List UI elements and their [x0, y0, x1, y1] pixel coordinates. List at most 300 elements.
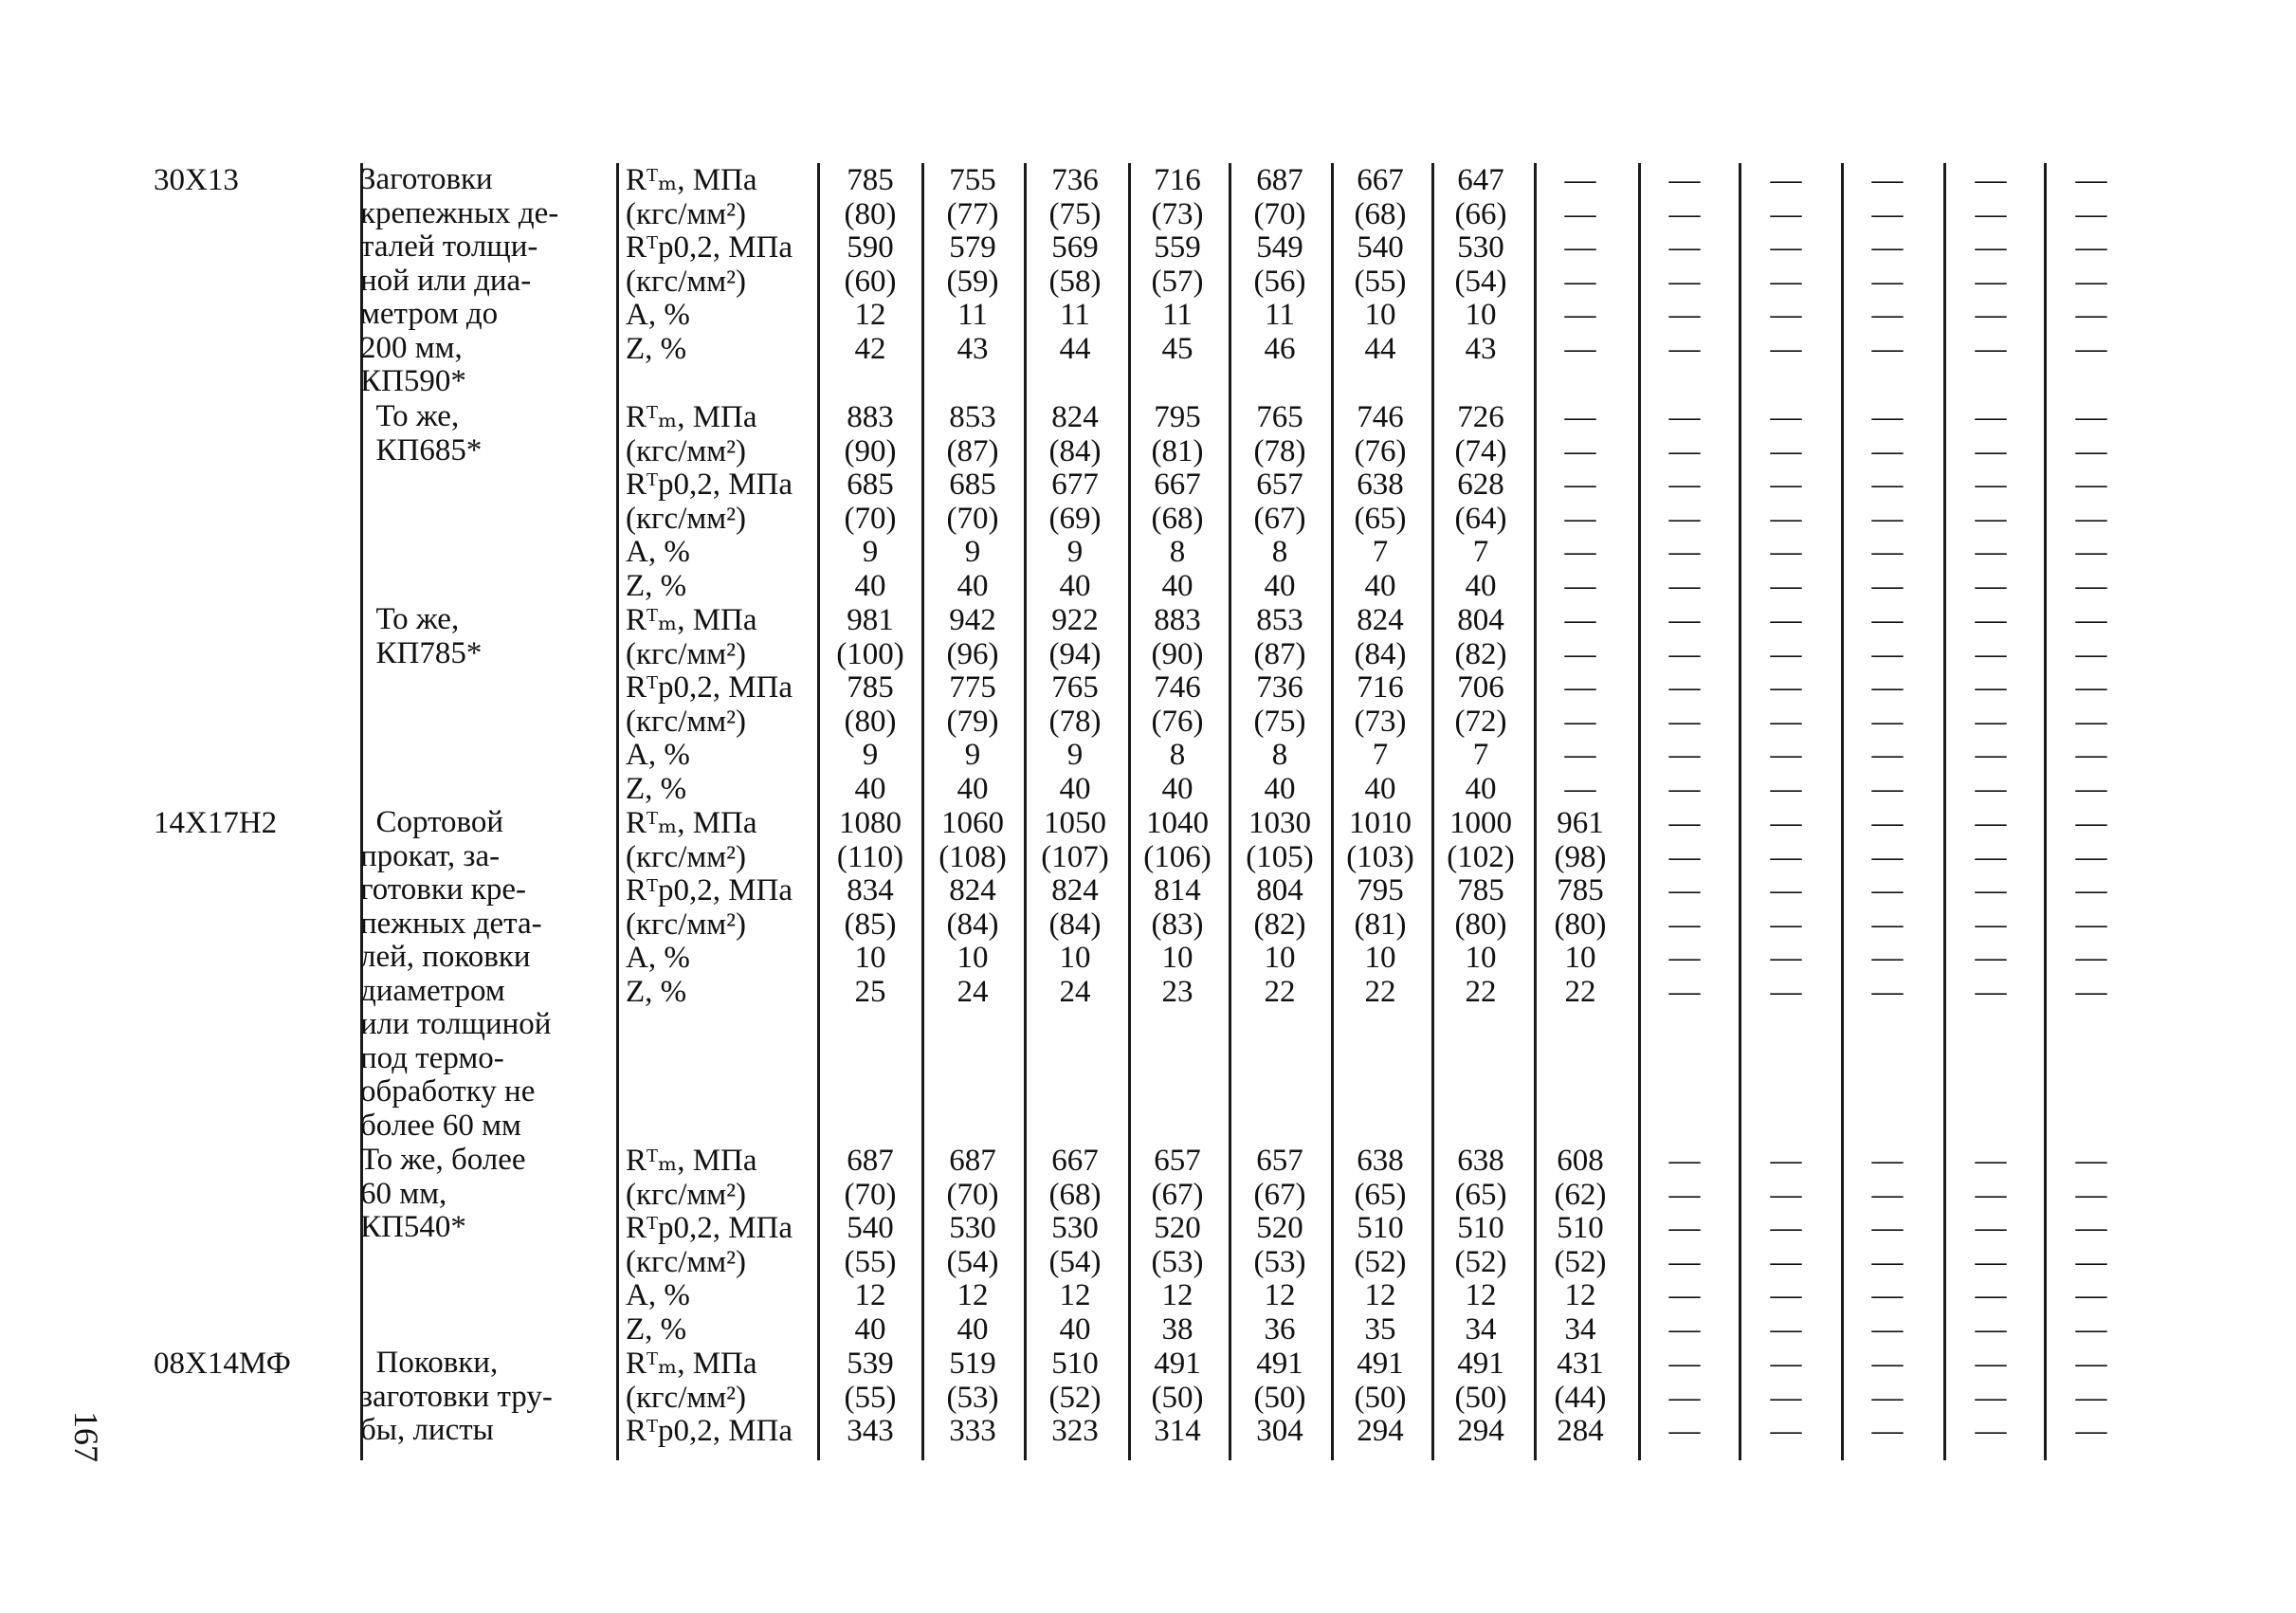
product-description-line: крепежных де- — [360, 195, 559, 230]
value-cell: — — [1770, 433, 1802, 468]
value-cell: 657 — [1256, 1144, 1303, 1178]
value-cell: 40 — [957, 1312, 989, 1347]
value-cell: (64) — [1454, 501, 1507, 536]
property-label: A, % — [626, 738, 690, 773]
value-cell: — — [1871, 1177, 1904, 1212]
value-cell: 11 — [957, 298, 988, 333]
value-cell: — — [1975, 230, 2007, 266]
property-label: A, % — [626, 298, 690, 333]
value-cell: — — [1668, 569, 1701, 603]
value-cell: (54) — [1454, 264, 1507, 299]
value-cell: — — [1668, 873, 1701, 908]
value-cell: 10 — [1264, 941, 1296, 976]
product-description-line: талей толщи- — [360, 229, 538, 264]
value-cell: (68) — [1048, 1177, 1102, 1212]
value-cell: 530 — [1051, 1211, 1099, 1246]
value-cell: 12 — [1264, 1278, 1296, 1313]
property-label: (кгс/мм²) — [626, 433, 747, 468]
value-cell: (87) — [946, 433, 999, 468]
value-cell: (80) — [1554, 907, 1607, 942]
value-cell: — — [1975, 1414, 2007, 1449]
value-cell: — — [1564, 569, 1596, 603]
property-label: Rᵀp0,2, МПа — [626, 873, 793, 908]
value-cell: 34 — [1465, 1312, 1497, 1347]
value-cell: — — [1975, 1144, 2007, 1178]
product-description-line: То же, более — [360, 1143, 526, 1177]
value-cell: 46 — [1264, 332, 1296, 366]
value-cell: — — [1668, 941, 1701, 976]
property-label: Rᵀₘ, МПа — [626, 163, 757, 197]
value-cell: 10 — [1564, 941, 1596, 976]
value-cell: — — [1975, 400, 2007, 434]
value-cell: 40 — [1161, 569, 1194, 603]
value-cell: — — [2075, 433, 2107, 468]
value-cell: 10 — [957, 941, 989, 976]
product-description-line: бы, листы — [360, 1413, 494, 1447]
value-cell: 491 — [1154, 1347, 1201, 1381]
value-cell: 510 — [1457, 1211, 1504, 1246]
value-cell: — — [1975, 467, 2007, 503]
value-cell: — — [1975, 1177, 2007, 1212]
value-cell: 42 — [854, 332, 886, 366]
value-cell: 922 — [1051, 603, 1099, 637]
value-cell: — — [1564, 163, 1596, 197]
value-cell: 736 — [1256, 670, 1303, 706]
value-cell: 1000 — [1449, 806, 1512, 840]
property-label: Rᵀₘ, МПа — [626, 1347, 757, 1381]
value-cell: 883 — [1154, 603, 1201, 637]
value-cell: (83) — [1151, 907, 1204, 942]
value-cell: 540 — [847, 1211, 894, 1246]
property-label: Z, % — [626, 332, 687, 366]
value-cell: 40 — [1465, 772, 1497, 806]
product-description-line: пежных дета- — [360, 906, 542, 941]
value-cell: 834 — [847, 873, 894, 908]
value-cell: 765 — [1051, 670, 1099, 706]
value-cell: (58) — [1048, 264, 1102, 299]
value-cell: — — [1770, 975, 1802, 1009]
value-cell: — — [1770, 907, 1802, 942]
product-description-line: КП685* — [360, 432, 483, 467]
value-cell: 1080 — [839, 806, 902, 840]
value-cell: (96) — [946, 636, 999, 671]
product-description-line: ной или диа- — [360, 263, 532, 298]
value-cell: 491 — [1357, 1347, 1404, 1381]
value-cell: 12 — [957, 1278, 989, 1313]
value-cell: — — [1770, 501, 1802, 536]
steel-grade: 08Х14МФ — [154, 1347, 291, 1381]
value-cell: (75) — [1253, 704, 1306, 739]
value-cell: 638 — [1357, 1144, 1404, 1178]
value-cell: — — [1668, 907, 1701, 942]
value-cell: 824 — [1051, 400, 1099, 434]
value-cell: — — [1564, 467, 1596, 503]
property-label: (кгс/мм²) — [626, 501, 747, 536]
value-cell: (52) — [1354, 1244, 1407, 1279]
value-cell: — — [1975, 1211, 2007, 1246]
value-cell: (50) — [1253, 1380, 1306, 1415]
value-cell: — — [1770, 1278, 1802, 1313]
value-cell: (105) — [1246, 839, 1314, 874]
value-cell: — — [1564, 738, 1596, 773]
value-cell: 590 — [847, 230, 894, 266]
property-label: Rᵀp0,2, МПа — [626, 467, 793, 503]
value-cell: 746 — [1154, 670, 1201, 706]
value-cell: — — [1871, 569, 1904, 603]
value-cell: 40 — [957, 772, 989, 806]
value-cell: (67) — [1253, 1177, 1306, 1212]
value-cell: — — [1975, 535, 2007, 570]
steel-grade: 14Х17Н2 — [154, 806, 278, 840]
value-cell: 785 — [1457, 873, 1504, 908]
value-cell: 853 — [1256, 603, 1303, 637]
value-cell: (68) — [1151, 501, 1204, 536]
product-description-line: 60 мм, — [360, 1176, 447, 1211]
value-cell: — — [2075, 298, 2107, 333]
value-cell: (52) — [1048, 1380, 1102, 1415]
value-cell: — — [2075, 163, 2107, 197]
value-cell: 530 — [1457, 230, 1504, 266]
value-cell: 40 — [1059, 569, 1091, 603]
value-cell: (68) — [1354, 196, 1407, 231]
value-cell: — — [1871, 230, 1904, 266]
value-cell: — — [1564, 196, 1596, 231]
value-cell: (55) — [844, 1380, 897, 1415]
value-cell: 12 — [1161, 1278, 1194, 1313]
value-cell: (106) — [1143, 839, 1212, 874]
value-cell: 10 — [854, 941, 886, 976]
value-cell: — — [1871, 670, 1904, 706]
value-cell: — — [1564, 298, 1596, 333]
value-cell: — — [1770, 1144, 1802, 1178]
value-cell: — — [1770, 636, 1802, 671]
value-cell: 755 — [949, 163, 996, 197]
value-cell: — — [1770, 196, 1802, 231]
value-cell: — — [2075, 1177, 2107, 1212]
value-cell: 716 — [1154, 163, 1201, 197]
value-cell: 40 — [854, 569, 886, 603]
value-cell: — — [2075, 1211, 2107, 1246]
property-label: Z, % — [626, 975, 687, 1009]
value-cell: — — [1564, 501, 1596, 536]
value-cell: (103) — [1346, 839, 1414, 874]
value-cell: — — [1975, 163, 2007, 197]
value-cell: 8 — [1271, 738, 1288, 773]
product-description-line: обработку не — [360, 1074, 536, 1109]
value-cell: — — [2075, 1144, 2107, 1178]
value-cell: — — [1668, 1312, 1701, 1347]
value-cell: — — [1871, 839, 1904, 874]
value-cell: — — [1871, 806, 1904, 840]
value-cell: — — [1871, 738, 1904, 773]
value-cell: 677 — [1051, 467, 1099, 503]
value-cell: — — [1871, 1144, 1904, 1178]
value-cell: 657 — [1256, 467, 1303, 503]
value-cell: (108) — [938, 839, 1007, 874]
value-cell: — — [1975, 1380, 2007, 1415]
value-cell: 294 — [1357, 1414, 1404, 1449]
property-label: Rᵀₘ, МПа — [626, 400, 757, 434]
value-cell: — — [2075, 603, 2107, 637]
value-cell: 40 — [1264, 569, 1296, 603]
value-cell: — — [2075, 806, 2107, 840]
value-cell: — — [1668, 467, 1701, 503]
value-cell: 510 — [1557, 1211, 1604, 1246]
value-cell: (78) — [1253, 433, 1306, 468]
property-label: Z, % — [626, 569, 687, 603]
value-cell: 45 — [1161, 332, 1194, 366]
value-cell: 716 — [1357, 670, 1404, 706]
value-cell: — — [2075, 975, 2107, 1009]
value-cell: (53) — [1253, 1244, 1306, 1279]
value-cell: 22 — [1465, 975, 1497, 1009]
value-cell: (87) — [1253, 636, 1306, 671]
value-cell: — — [1975, 1244, 2007, 1279]
value-cell: — — [1975, 839, 2007, 874]
value-cell: (62) — [1554, 1177, 1607, 1212]
value-cell: — — [1871, 1312, 1904, 1347]
value-cell: 44 — [1364, 332, 1396, 366]
product-description-line: диаметром — [360, 973, 505, 1008]
value-cell: 12 — [1465, 1278, 1497, 1313]
value-cell: 687 — [847, 1144, 894, 1178]
value-cell: — — [1871, 1278, 1904, 1313]
value-cell: (55) — [1354, 264, 1407, 299]
value-cell: — — [2075, 1244, 2107, 1279]
value-cell: — — [1668, 298, 1701, 333]
value-cell: — — [1871, 1347, 1904, 1381]
product-description-line: КП590* — [360, 364, 466, 398]
value-cell: — — [2075, 873, 2107, 908]
value-cell: — — [1668, 670, 1701, 706]
product-description-line: 200 мм, — [360, 330, 463, 365]
value-cell: 43 — [957, 332, 989, 366]
value-cell: 853 — [949, 400, 996, 434]
value-cell: — — [1770, 1347, 1802, 1381]
value-cell: — — [2075, 332, 2107, 366]
product-description-line: КП785* — [360, 635, 483, 670]
property-label: (кгс/мм²) — [626, 839, 747, 874]
value-cell: — — [1871, 636, 1904, 671]
value-cell: (69) — [1048, 501, 1102, 536]
value-cell: — — [2075, 907, 2107, 942]
value-cell: — — [1564, 636, 1596, 671]
value-cell: (73) — [1151, 196, 1204, 231]
property-label: Z, % — [626, 1312, 687, 1347]
value-cell: — — [1871, 975, 1904, 1009]
value-cell: 314 — [1154, 1414, 1201, 1449]
value-cell: 539 — [847, 1347, 894, 1381]
value-cell: — — [1668, 535, 1701, 570]
value-cell: (70) — [844, 1177, 897, 1212]
value-cell: (98) — [1554, 839, 1607, 874]
value-cell: — — [1564, 400, 1596, 434]
value-cell: — — [2075, 941, 2107, 976]
product-description-line: или толщиной — [360, 1007, 552, 1041]
value-cell: 7 — [1372, 738, 1389, 773]
value-cell: 685 — [847, 467, 894, 503]
value-cell: 569 — [1051, 230, 1099, 266]
value-cell: — — [1975, 975, 2007, 1009]
value-cell: 40 — [957, 569, 989, 603]
value-cell: — — [2075, 467, 2107, 503]
value-cell: 23 — [1161, 975, 1194, 1009]
value-cell: 22 — [1364, 975, 1396, 1009]
value-cell: 12 — [854, 1278, 886, 1313]
value-cell: — — [1975, 332, 2007, 366]
property-label: (кгс/мм²) — [626, 704, 747, 739]
value-cell: 22 — [1564, 975, 1596, 1009]
value-cell: (110) — [836, 839, 904, 874]
value-cell: — — [1975, 1347, 2007, 1381]
page-number: 167 — [67, 1411, 105, 1462]
value-cell: (79) — [946, 704, 999, 739]
value-cell: 775 — [949, 670, 996, 706]
property-label: Z, % — [626, 772, 687, 806]
value-cell: (67) — [1253, 501, 1306, 536]
value-cell: — — [2075, 704, 2107, 739]
value-cell: 1010 — [1349, 806, 1412, 840]
value-cell: — — [1668, 704, 1701, 739]
value-cell: — — [2075, 1312, 2107, 1347]
product-description-line: Сортовой — [360, 805, 504, 839]
steel-grade: 30Х13 — [154, 163, 239, 197]
value-cell: (53) — [946, 1380, 999, 1415]
value-cell: 795 — [1357, 873, 1404, 908]
value-cell: — — [1975, 298, 2007, 333]
value-cell: (53) — [1151, 1244, 1204, 1279]
value-cell: — — [1770, 704, 1802, 739]
value-cell: — — [1770, 264, 1802, 299]
value-cell: (84) — [946, 907, 999, 942]
value-cell: 7 — [1472, 738, 1489, 773]
value-cell: 519 — [949, 1347, 996, 1381]
value-cell: (65) — [1354, 501, 1407, 536]
property-label: (кгс/мм²) — [626, 1244, 747, 1279]
value-cell: 11 — [1162, 298, 1193, 333]
value-cell: 36 — [1264, 1312, 1296, 1347]
value-cell: 883 — [847, 400, 894, 434]
value-cell: 44 — [1059, 332, 1091, 366]
value-cell: 40 — [1364, 772, 1396, 806]
value-cell: 638 — [1357, 467, 1404, 503]
value-cell: (70) — [946, 1177, 999, 1212]
value-cell: 638 — [1457, 1144, 1504, 1178]
value-cell: 22 — [1264, 975, 1296, 1009]
value-cell: — — [1975, 603, 2007, 637]
value-cell: 765 — [1256, 400, 1303, 434]
value-cell: — — [1770, 839, 1802, 874]
value-cell: (44) — [1554, 1380, 1607, 1415]
value-cell: (76) — [1151, 704, 1204, 739]
value-cell: 10 — [1465, 298, 1497, 333]
value-cell: 579 — [949, 230, 996, 266]
property-label: Rᵀp0,2, МПа — [626, 670, 793, 706]
value-cell: — — [1770, 806, 1802, 840]
value-cell: — — [1770, 670, 1802, 706]
value-cell: — — [1668, 1380, 1701, 1415]
value-cell: — — [1668, 636, 1701, 671]
value-cell: 824 — [1357, 603, 1404, 637]
value-cell: 785 — [1557, 873, 1604, 908]
value-cell: 706 — [1457, 670, 1504, 706]
value-cell: — — [2075, 1414, 2107, 1449]
property-label: A, % — [626, 941, 690, 976]
value-cell: — — [1668, 839, 1701, 874]
value-cell: (107) — [1041, 839, 1109, 874]
value-cell: — — [1668, 332, 1701, 366]
value-cell: — — [1871, 163, 1904, 197]
value-cell: — — [1668, 738, 1701, 773]
property-label: A, % — [626, 535, 690, 570]
value-cell: 12 — [1364, 1278, 1396, 1313]
value-cell: — — [1564, 230, 1596, 266]
value-cell: — — [1770, 230, 1802, 266]
value-cell: — — [1668, 1177, 1701, 1212]
value-cell: — — [1668, 806, 1701, 840]
value-cell: (54) — [946, 1244, 999, 1279]
value-cell: 10 — [1059, 941, 1091, 976]
value-cell: (65) — [1454, 1177, 1507, 1212]
value-cell: 657 — [1154, 1144, 1201, 1178]
value-cell: 8 — [1169, 535, 1186, 570]
value-cell: — — [2075, 196, 2107, 231]
value-cell: 687 — [1256, 163, 1303, 197]
value-cell: (57) — [1151, 264, 1204, 299]
value-cell: 804 — [1256, 873, 1303, 908]
product-description-line: заготовки тру- — [360, 1379, 553, 1414]
value-cell: — — [1871, 603, 1904, 637]
value-cell: 10 — [1364, 298, 1396, 333]
value-cell: — — [1564, 535, 1596, 570]
value-cell: (70) — [1253, 196, 1306, 231]
property-label: (кгс/мм²) — [626, 196, 747, 231]
value-cell: (70) — [946, 501, 999, 536]
value-cell: (90) — [844, 433, 897, 468]
value-cell: — — [1564, 772, 1596, 806]
value-cell: 510 — [1357, 1211, 1404, 1246]
value-cell: 9 — [1066, 535, 1084, 570]
value-cell: (50) — [1454, 1380, 1507, 1415]
value-cell: 814 — [1154, 873, 1201, 908]
value-cell: 12 — [1059, 1278, 1091, 1313]
value-cell: — — [1668, 264, 1701, 299]
value-cell: (73) — [1354, 704, 1407, 739]
value-cell: — — [1975, 569, 2007, 603]
value-cell: — — [1564, 332, 1596, 366]
value-cell: 1050 — [1044, 806, 1106, 840]
value-cell: 34 — [1564, 1312, 1596, 1347]
value-cell: 804 — [1457, 603, 1504, 637]
value-cell: (78) — [1048, 704, 1102, 739]
value-cell: 510 — [1051, 1347, 1099, 1381]
value-cell: 8 — [1169, 738, 1186, 773]
value-cell: 824 — [1051, 873, 1099, 908]
property-label: Rᵀₘ, МПа — [626, 603, 757, 637]
value-cell: 942 — [949, 603, 996, 637]
value-cell: — — [1871, 433, 1904, 468]
value-cell: — — [1975, 772, 2007, 806]
value-cell: (77) — [946, 196, 999, 231]
value-cell: 667 — [1357, 163, 1404, 197]
value-cell: — — [1871, 704, 1904, 739]
property-label: (кгс/мм²) — [626, 264, 747, 299]
value-cell: — — [1871, 873, 1904, 908]
value-cell: (94) — [1048, 636, 1102, 671]
value-cell: — — [1668, 163, 1701, 197]
value-cell: 628 — [1457, 467, 1504, 503]
value-cell: 746 — [1357, 400, 1404, 434]
